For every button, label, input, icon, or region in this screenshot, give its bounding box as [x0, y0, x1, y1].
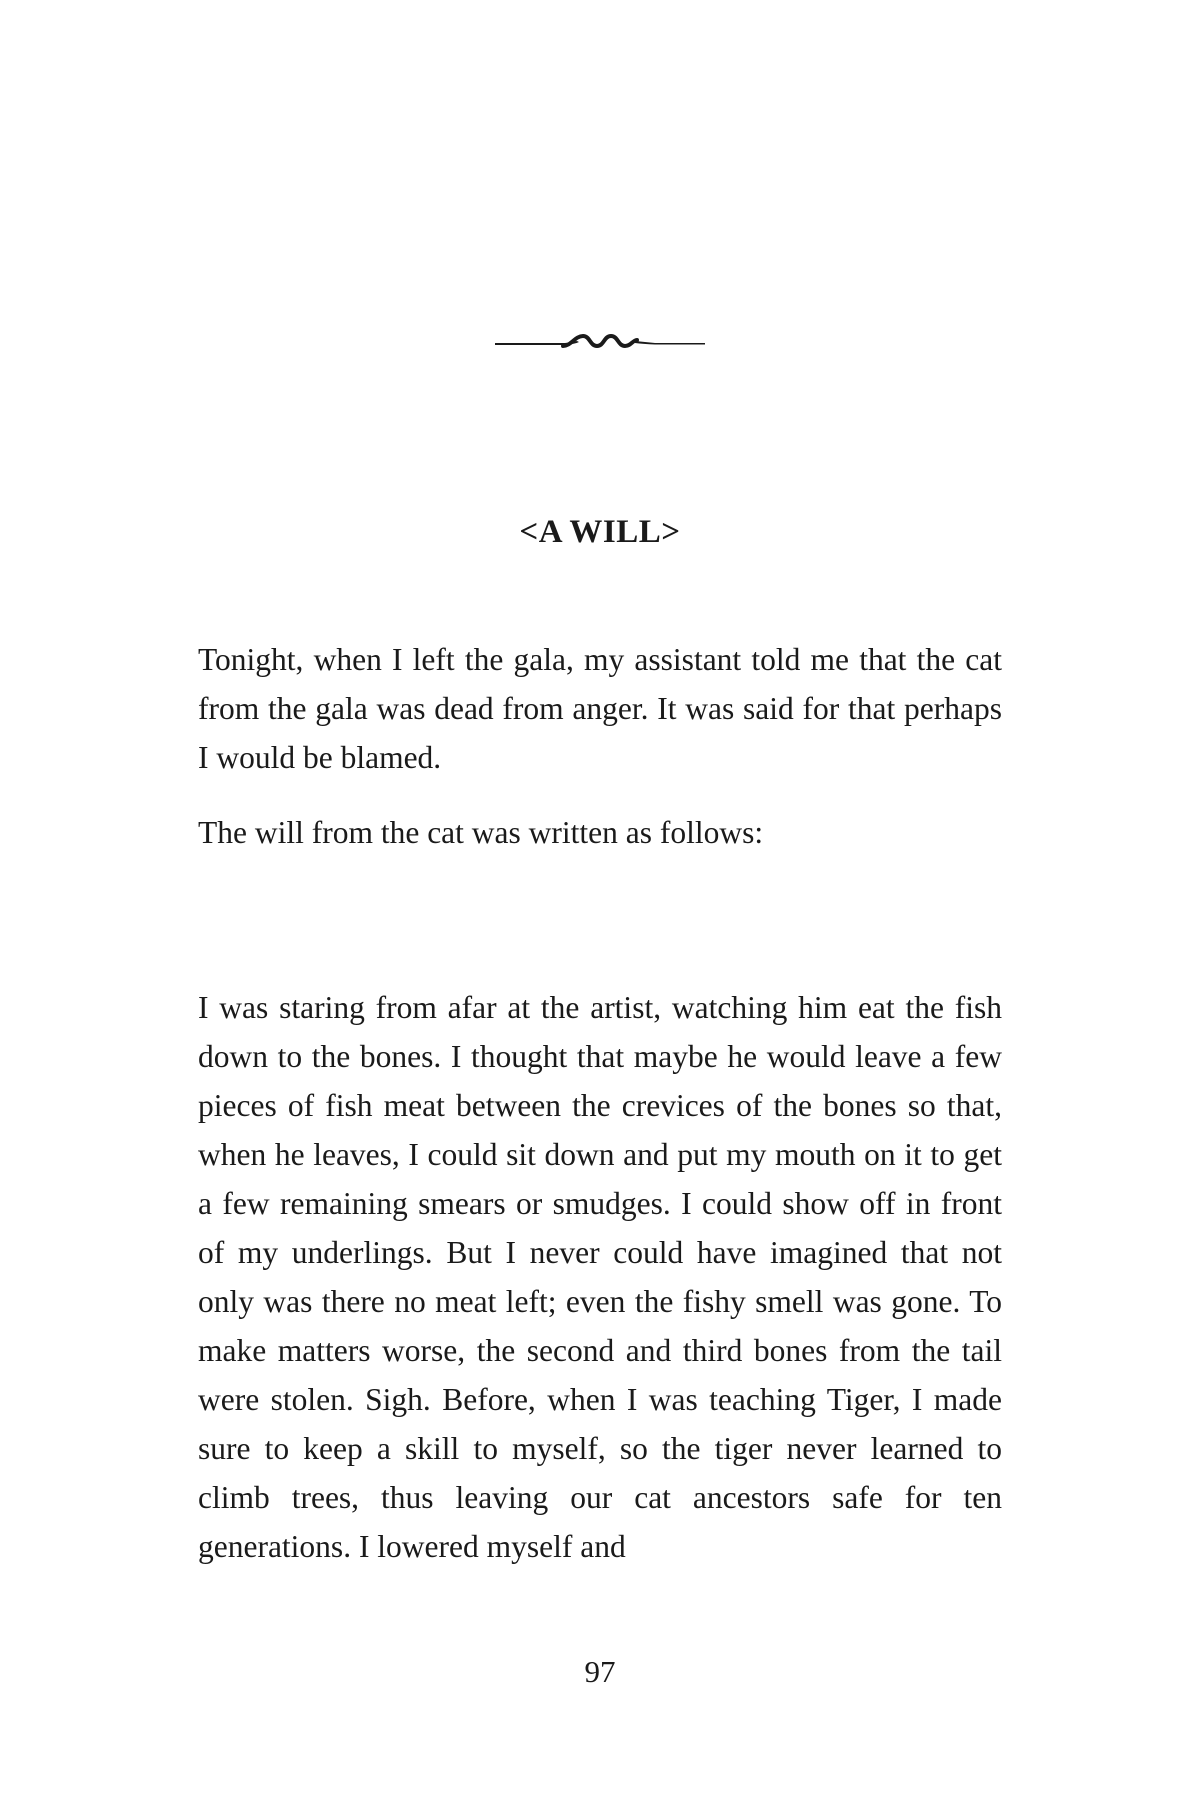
flourish-divider-icon — [495, 330, 705, 354]
paragraph-will-heading: The will from the cat was written as follows: — [198, 815, 764, 850]
paragraph-will-body: I was staring from afar at the artist, watching him eat the fish down to the bones. I thought that maybe he would leave a few pieces of fish meat between the crevices of the bones so that, when he leaves, I could sit down and put my mouth on it to get a few remaining smears or smudges. I could show off in front of my underlings. But I never could have imagined that not only was there no meat left; even the fishy smell was gone. To make matters worse, the second and third bones from the tail were stolen. Sigh. Before, when I was teaching Tiger, I made sure to keep a skill to myself, so the tiger never learned to climb trees, thus leaving our cat ancestors safe for ten generations. I lowered myself and — [198, 990, 1002, 1564]
chapter-title: <A WILL> — [519, 514, 681, 550]
paragraph-intro: Tonight, when I left the gala, my assistant told me that the cat from the gala was dead from anger. It was said for that perhaps I would be blamed. — [198, 642, 1002, 775]
page-number: 97 — [584, 1654, 616, 1689]
